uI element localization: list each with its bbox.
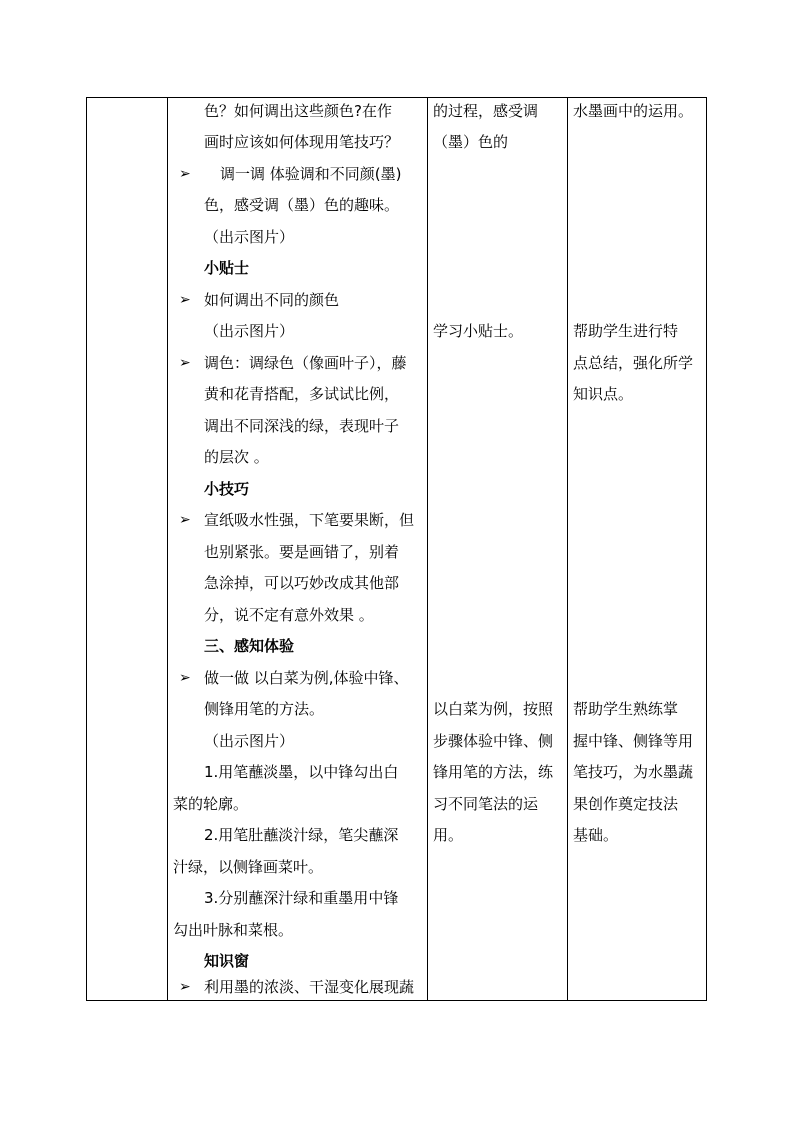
process-line: 2.用笔肚蘸淡汁绿，笔尖蘸深 (204, 826, 399, 844)
process-line: 宣纸吸水性强，下笔要果断，但 (204, 511, 415, 529)
activity-line: 习不同笔法的运 (433, 795, 539, 813)
process-line: 如何调出不同的颜色 (204, 291, 340, 309)
intent-line: 握中锋、侧锋等用 (573, 732, 694, 750)
process-line: 调出不同深浅的绿，表现叶子 (204, 417, 400, 435)
process-line: 做一做 以白菜为例,体验中锋、 (204, 669, 409, 687)
activity-line: 用。 (433, 826, 464, 844)
bullet-arrow-icon: ➢ (179, 292, 191, 308)
process-line: 菜的轮廓。 (173, 795, 249, 813)
intent-line: 果创作奠定技法 (573, 795, 679, 813)
intent-line: 水墨画中的运用。 (573, 102, 694, 120)
bullet-arrow-icon: ➢ (179, 166, 191, 182)
section-heading: 三、感知体验 (204, 637, 295, 655)
activity-line: 锋用笔的方法，练 (433, 763, 554, 781)
process-line: （出示图片） (204, 322, 295, 340)
process-line: 的层次 。 (204, 448, 269, 466)
activity-line: 步骤体验中锋、侧 (433, 732, 554, 750)
activity-line: 的过程，感受调 (433, 102, 539, 120)
activity-line: 以白菜为例，按照 (433, 700, 554, 718)
activity-line: （墨）色的 (433, 133, 509, 151)
cell-design-intent (567, 98, 707, 1000)
process-line: 1.用笔蘸淡墨，以中锋勾出白 (204, 763, 399, 781)
process-line: （出示图片） (204, 228, 295, 246)
cell-column-1 (87, 98, 167, 1000)
process-line: 3.分别蘸深汁绿和重墨用中锋 (204, 889, 399, 907)
process-line: 调一调 体验调和不同颜(墨) (220, 165, 402, 183)
process-line: 利用墨的浓淡、干湿变化展现蔬 (204, 978, 415, 996)
intent-line: 笔技巧，为水墨蔬 (573, 763, 694, 781)
process-line: 急涂掉，可以巧妙改成其他部 (204, 574, 400, 592)
process-line: 黄和花青搭配，多试试比例， (204, 385, 400, 403)
intent-line: 点总结，强化所学 (573, 354, 694, 372)
section-heading: 小贴士 (204, 259, 250, 277)
lesson-table (86, 97, 707, 1001)
bullet-arrow-icon: ➢ (179, 512, 191, 528)
cell-teaching-process (167, 98, 427, 1000)
intent-line: 基础。 (573, 826, 619, 844)
cell-student-activity (427, 98, 567, 1000)
process-line: （出示图片） (204, 732, 295, 750)
section-heading: 知识窗 (204, 952, 250, 970)
process-line: 调色：调绿色（像画叶子），藤 (204, 354, 407, 372)
process-line: 汁绿，以侧锋画菜叶。 (173, 858, 324, 876)
process-line: 色，感受调（墨）色的趣味。 (204, 196, 400, 214)
bullet-arrow-icon: ➢ (179, 355, 191, 371)
activity-line: 学习小贴士。 (433, 322, 524, 340)
process-line: 分，说不定有意外效果 。 (204, 606, 374, 624)
process-line: 侧锋用笔的方法。 (204, 700, 325, 718)
section-heading: 小技巧 (204, 480, 250, 498)
bullet-arrow-icon: ➢ (179, 670, 191, 686)
intent-line: 帮助学生进行特 (573, 322, 679, 340)
process-line: 也别紧张。要是画错了，别着 (204, 543, 400, 561)
process-line: 色？如何调出这些颜色?在作 (204, 102, 392, 120)
process-line: 画时应该如何体现用笔技巧？ (204, 133, 400, 151)
intent-line: 知识点。 (573, 385, 634, 403)
intent-line: 帮助学生熟练掌 (573, 700, 679, 718)
process-line: 勾出叶脉和菜根。 (173, 921, 294, 939)
bullet-arrow-icon: ➢ (179, 979, 191, 995)
